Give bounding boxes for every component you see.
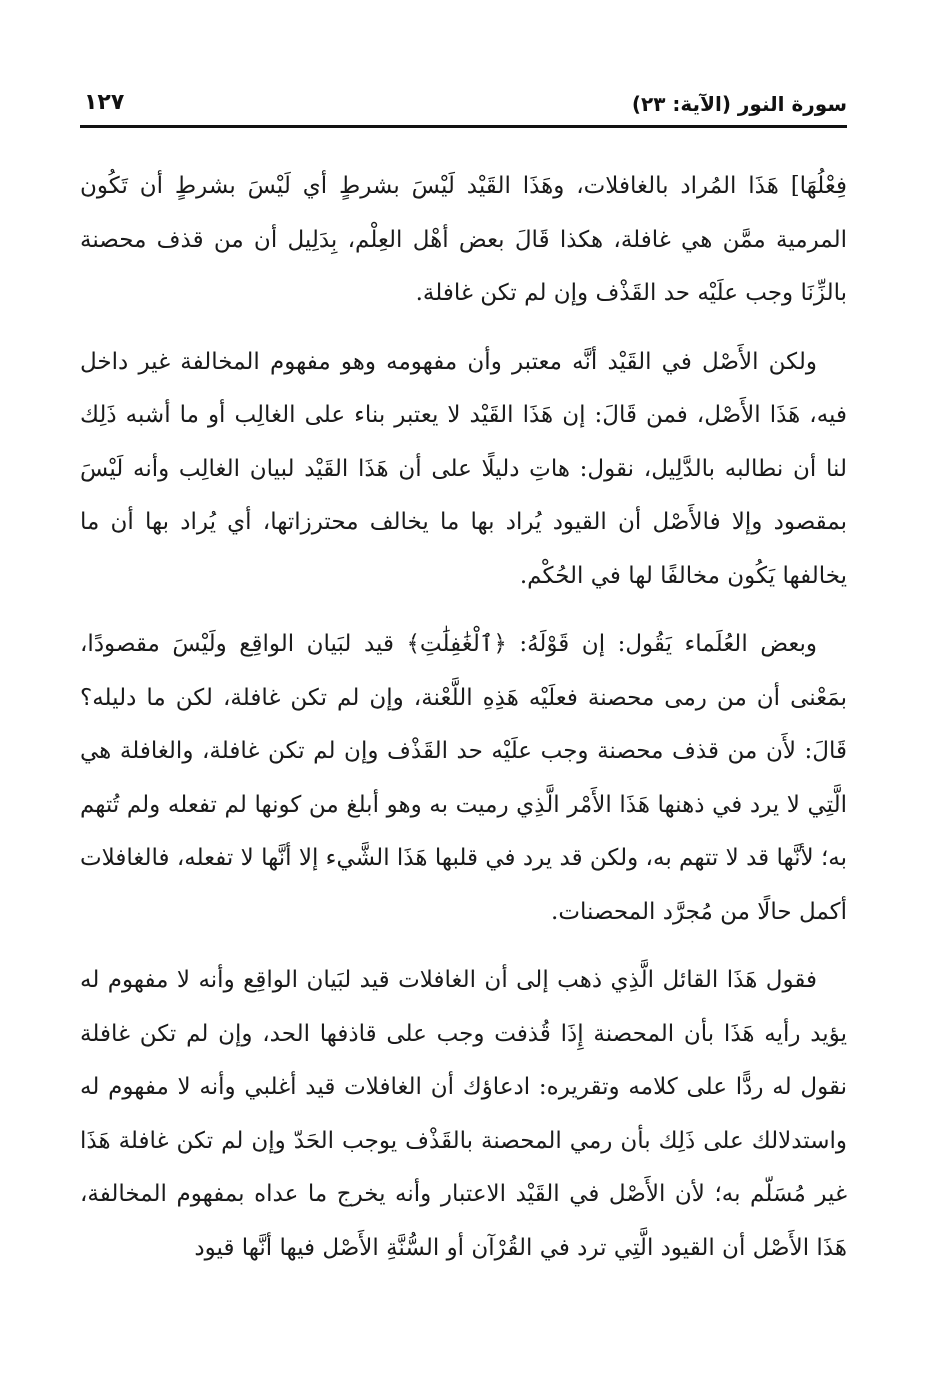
page-number: ١٢٧ bbox=[84, 90, 125, 115]
paragraph-3: وبعض العُلَماء يَقُول: إن قَوْلَهُ: ﴿ٱلْغَٰفِلَٰتِ﴾ قيد لبَيان الواقِع ولَيْسَ مقصودًا، بمَعْنى أن من رمى محصنة فعلَيْه هَذِهِ اللَّعْنة، وإن لم تكن غافلة، لكن ما دليله؟ قَالَ: لأَن من قذف محصنة وجب علَيْه حد القَذْف وإن لم تكن غافلة، والغافلة هي الَّتِي لا يرد في ذهنها هَذَا الأَمْر الَّذِي رميت به وهو أبلغ من كونها لم تفعله ولم تُتهم به؛ لأنَّها قد لا تتهم به، ولكن قد يرد في قلبها هَذَا الشَّيء إلا أنَّها لا تفعله، فالغافلات أكمل حالًا من مُجرَّد المحصنات. bbox=[80, 631, 847, 925]
paragraph-1: فِعْلُهَا] هَذَا المُراد بالغافلات، وهَذَا القَيْد لَيْسَ بشرطٍ أي لَيْسَ بشرطٍ أن تَكُون المرمية ممَّن هي غافلة، هكذا قَالَ بعض أهْل العِلْم، بِدَلِيل أن من قذف محصنة بالزِّنَا وجب علَيْه حد القَذْف وإن لم تكن غافلة. bbox=[80, 173, 847, 306]
running-header bbox=[80, 88, 847, 128]
paragraph-2: ولكن الأَصْل في القَيْد أنَّه معتبر وأن مفهومه وهو مفهوم المخالفة غير داخل فيه، هَذَا الأَصْل، فمن قَالَ: إن هَذَا القَيْد لا يعتبر بناء على الغالِب أو ما أشبه ذَلِك لنا أن نطالبه بالدَّلِيل، نقول: هاتِ دليلًا على أن هَذَا القَيْد لبيان الغالِب وأنه لَيْسَ بمقصود وإلا فالأَصْل أن القيود يُراد بها ما يخالف محترزاتها، أي يُراد بها أن ما يخالفها يَكُون مخالفًا لها في الحُكْم. bbox=[80, 348, 847, 589]
body-text bbox=[80, 160, 847, 1290]
surah-title: سورة النور (الآية: ٢٣) bbox=[631, 92, 847, 116]
paragraph-4: فقول هَذَا القائل الَّذِي ذهب إلى أن الغافلات قيد لبَيان الواقِع وأنه لا مفهوم له يؤيد رأيه هَذَا بأن المحصنة إِذَا قُذفت وجب على قاذفها الحد، وإن لم تكن غافلة نقول له ردًّا على كلامه وتقريره: ادعاؤك أن الغافلات قيد أغلبي وأنه لا مفهوم له واستدلالك على ذَلِك بأن رمي المحصنة بالقَذْف يوجب الحَدّ وإن لم تكن غافلة هَذَا غير مُسَلّم به؛ لأن الأَصْل في القَيْد الاعتبار وأنه يخرج ما عداه بمفهوم المخالفة، هَذَا الأَصْل أن القيود الَّتِي ترد في القُرْآن أو السُّنَّةِ الأَصْل فيها أنَّها قيود bbox=[80, 967, 847, 1261]
header-divider bbox=[80, 125, 847, 128]
